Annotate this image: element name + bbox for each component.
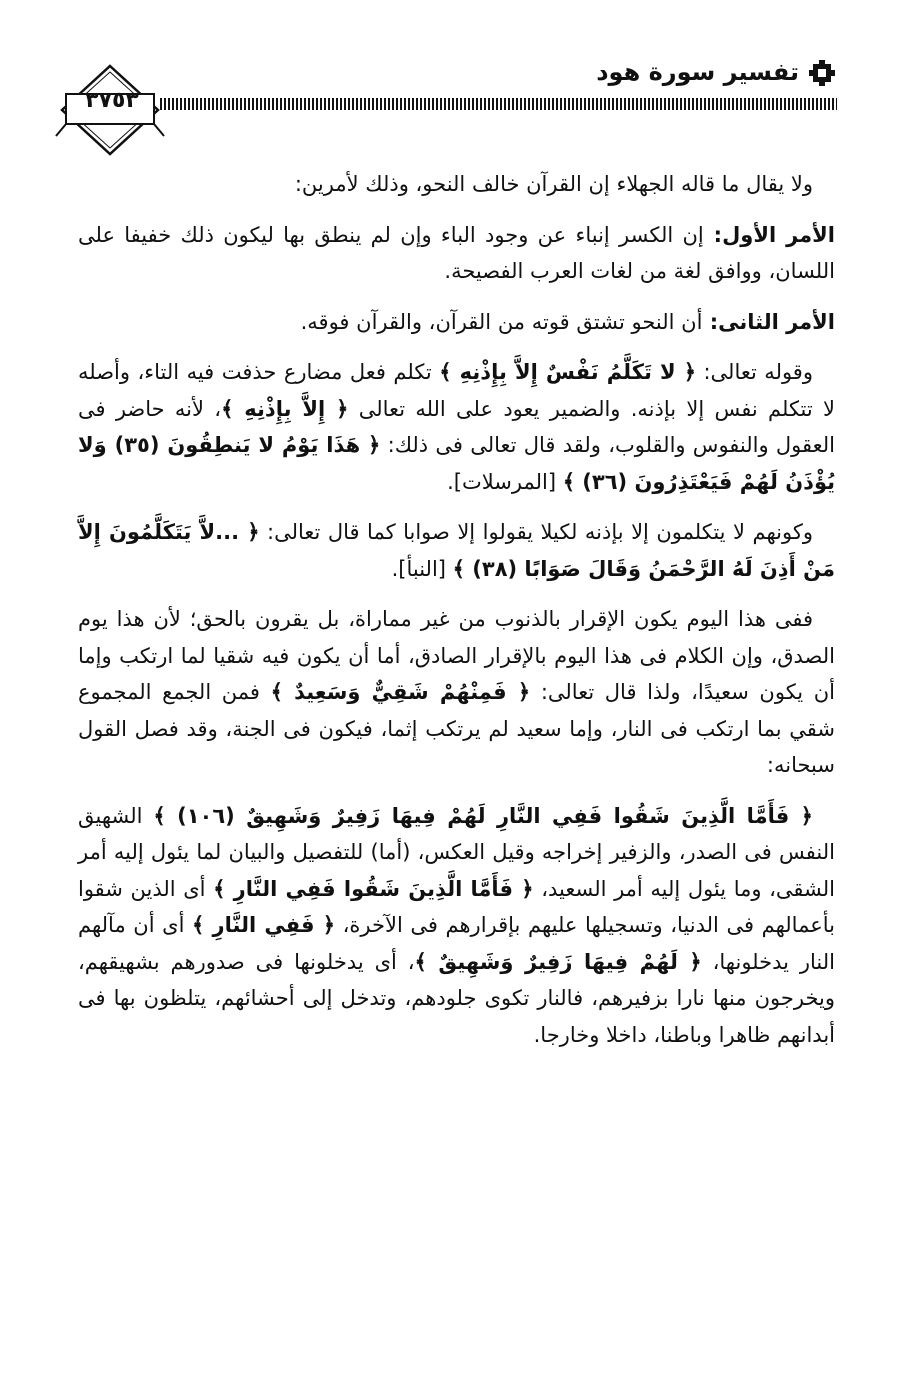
paragraph (78, 166, 835, 203)
body-text (78, 166, 835, 1067)
heading-span: الأمر الأول: (703, 222, 836, 247)
page-number: ٣٧٥٣ (85, 88, 139, 113)
text-span: [النبأ]. (391, 556, 453, 581)
paragraph (78, 354, 835, 500)
quran-verse: ﴿ إِلاَّ بِإِذْنِهِ ﴾ (221, 396, 349, 421)
paragraph (78, 514, 835, 587)
quran-verse: ﴿ فَأَمَّا الَّذِينَ شَقُوا فَفِي النَّارِ ﴾ (213, 876, 534, 901)
heading-span: الأمر الثانى: (702, 309, 835, 334)
paragraph (78, 217, 835, 290)
paragraph (78, 304, 835, 341)
text-span: وكونهم لا يتكلمون إلا بإذنه لكيلا يقولوا إلا صوابا كما قال تعالى: (259, 520, 813, 544)
text-span: فمن الجمع المجموع شقي بما ارتكب فى النار، وإما سعيد لم يرتكب إثما، فيكون فى الجنة، وقد فصل القول سبحانه: (78, 680, 835, 777)
header-rule (160, 98, 837, 110)
text-span: [المرسلات]. (447, 469, 563, 494)
text-span: وقوله تعالى: (696, 360, 813, 384)
paragraph (78, 601, 835, 784)
quran-verse: ﴿ ...لاَّ يَتَكَلَّمُونَ إِلاَّ مَنْ أَذِنَ لَهُ الرَّحْمَنُ وَقَالَ صَوَابًا (٣٨) ﴾ (78, 520, 835, 581)
text-span: ولا يقال ما قاله الجهلاء إن القرآن خالف النحو، وذلك لأمرين: (294, 172, 813, 196)
header-title: تفسير سورة هود (596, 58, 799, 86)
quran-verse: ﴿ فَأَمَّا الَّذِينَ شَقُوا فَفِي النَّارِ لَهُمْ فِيهَا زَفِيرٌ وَشَهِيقٌ (١٠٦) ﴾ (153, 803, 813, 828)
quran-verse: ﴿ لَهُمْ فِيهَا زَفِيرٌ وَشَهِيقٌ ﴾ (414, 949, 702, 974)
quran-verse: ﴿ هَذَا يَوْمُ لا يَنطِقُونَ (٣٥) وَلا يُؤْذَنُ لَهُمْ فَيَعْتَذِرُونَ (٣٦) ﴾ (78, 433, 835, 494)
ornament-icon (809, 60, 835, 86)
text-span: ، أى يدخلونها فى صدورهم بشهيقهم، ويخرجون منها نارا بزفيرهم، فالنار تكوى جلودهم، وتدخل إلى أحشائهم، يتلظون بها فى أبدانهم ظاهرا وباطنا، داخلا وخارجا. (78, 949, 835, 1047)
text-span: أن النحو تشتق قوته من القرآن، والقرآن فوقه. (300, 309, 703, 334)
text-span: أى الذين شقوا بأعمالهم فى الدنيا، وتسجيلها عليهم بإقرارهم فى الآخرة، (78, 876, 835, 937)
paragraph (78, 798, 835, 1054)
text-span: الشهيق النفس فى الصدر، والزفير إخراجه وقيل العكس، (أما) للتفصيل والبيان لما يئول إليه أمر الشقى، وما يئول إليه أمر السعيد، (78, 803, 835, 901)
text-span: إن الكسر إنباء عن وجود الباء وإن لم ينطق بها ليكون ذلك خفيفا على اللسان، ووافق لغة من لغات العرب الفصيحة. (78, 222, 835, 283)
text-span: ، لأنه حاضر فى العقول والنفوس والقلوب، ولقد قال تعالى فى ذلك: (78, 396, 835, 457)
quran-verse: ﴿ فَفِي النَّارِ ﴾ (192, 913, 336, 937)
text-span: أى أن مآلهم النار يدخلونها، (78, 913, 835, 974)
text-span: ففى هذا اليوم يكون الإقرار بالذنوب من غير مماراة، بل يقرون بالحق؛ لأن هذا يوم الصدق، وإن الكلام فى هذا اليوم بالإقرار الصادق، أما أن يكون فيه شقيا لما ارتكب وإما أن يكون سعيدًا، ولذا قال تعالى: (78, 607, 836, 704)
text-span: تكلم فعل مضارع حذفت فيه التاء، وأصله لا تتكلم نفس إلا بإذنه. والضمير يعود على الله تعالى (78, 360, 835, 421)
quran-verse: ﴿ فَمِنْهُمْ شَقِيٌّ وَسَعِيدٌ ﴾ (270, 680, 531, 704)
quran-verse: ﴿ لا تَكَلَّمُ نَفْسٌ إِلاَّ بِإِذْنِهِ ﴾ (439, 360, 696, 384)
